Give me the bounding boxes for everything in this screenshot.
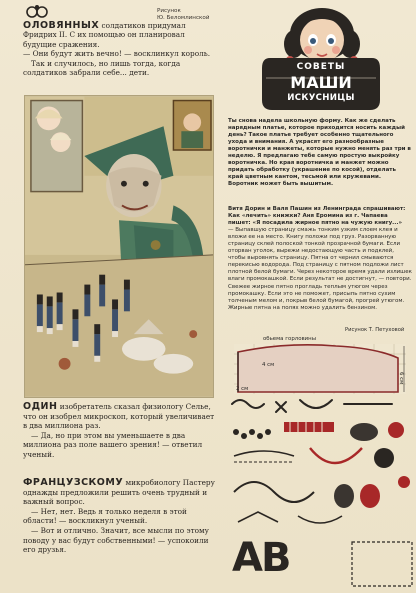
story-pasteur: ФРАНЦУЗСКОМУ микробиологу Пастеру однажды предложили решить очень трудный и важный вопрос. — Нет, нет. Ведь я только неделя в этой области! — воскликнул ученый. — Вот и отлично. Значит, все мысли по этому поводу у вас будут собственными! — успокоили его друзья. xyxy=(23,477,215,555)
collar-pattern-diagram xyxy=(226,336,414,396)
header-line1: СОВЕТЫ xyxy=(296,62,346,72)
section-header xyxy=(262,58,380,110)
story-microscope: ОДИН изобретатель сказал физиологу Селье, что он изобрел микроскоп, который увеличивает в два миллиона раз. — Да, но при этом вы уменьшаете в два миллиона раз поле вашего зрения! — ответил ученый. xyxy=(23,401,215,459)
monogram-letters: АВ xyxy=(232,535,290,581)
doll-face-illustration xyxy=(280,4,364,66)
story-lead: ФРАНЦУЗСКОМУ xyxy=(23,477,124,488)
header-line3: ИСКУСНИЦЫ xyxy=(287,93,355,103)
pattern-dim-2cm: 2 см xyxy=(236,386,249,392)
story-soldiers: ОЛОВЯННЫХ солдатиков придумал Фридрих II. С их помощью он планировал будущие сражения. — Они будут жить вечно! — восклинкул король. Так и случилось, но лишь тогда, когда солдатиков забрали себе... дети. xyxy=(23,20,211,78)
ornament-icon xyxy=(26,3,48,21)
story-lead: ОДИН xyxy=(23,401,58,412)
advice-collar: Ты снова надела школьную форму. Как же сделать нарядным платье, которое приходится носить каждый день? Такое платье требует особенно тщательного ухода и внимания. А украсят его разнообразные воротнички и манжеты, которые нужно менять раз три в неделю. Я предлагаю тебе самую простую выкройку воротничка. Но края воротничка и манжет можно придать обработку (украшение по косой), отделать край цветным кантом, тесьмой или кружевами. Воротник может быть вышитым. xyxy=(228,118,411,188)
pattern-title: обьема горловины xyxy=(263,336,316,342)
story-lead: ОЛОВЯННЫХ xyxy=(23,20,100,31)
header-line2: МАШИ xyxy=(290,73,352,92)
advice-books: Витя Дорин и Валя Пашин из Ленинграда спрашивают: Как «лечить» книжки? Аня Еромина из г. Чапаева пишет: «Я посадила жирное пятно на чужую книгу...» — Выпавшую страницу смажь тонким узким слоем клея и вложи ее на место. Книгу положи под груз. Разорванную страницу склей полоской тонкой прозрачной бумаги. Если оторван уголок, вырежи недостающую часть и подклей, чтобы выровнять страницу. Пятна от чернил смываются перекисью водорода. Под страницу с пятном подложи лист плотной белой бумаги. Через некоторое время удали излишек влаги промокашкой. Если результат не достигнут, — повтори. Свежее жирное пятно прогладь теплым утюгом через промокашку. Если это не поможет, присыпь пятно сухим толченым мелом и, покрыв белой бумагой, прогрей утюгом. Жирные пятна на полях можно удалить бензином. xyxy=(228,206,412,311)
illustration-credit: Рисунок Ю. Беломлинской xyxy=(157,8,210,21)
pattern-credit: Рисунок Т. Петуховой xyxy=(345,327,405,333)
tin-soldiers-illustration xyxy=(24,95,214,398)
pattern-dim-6cm: 6 см xyxy=(398,372,404,385)
pattern-dim-4cm: 4 см xyxy=(262,362,275,368)
